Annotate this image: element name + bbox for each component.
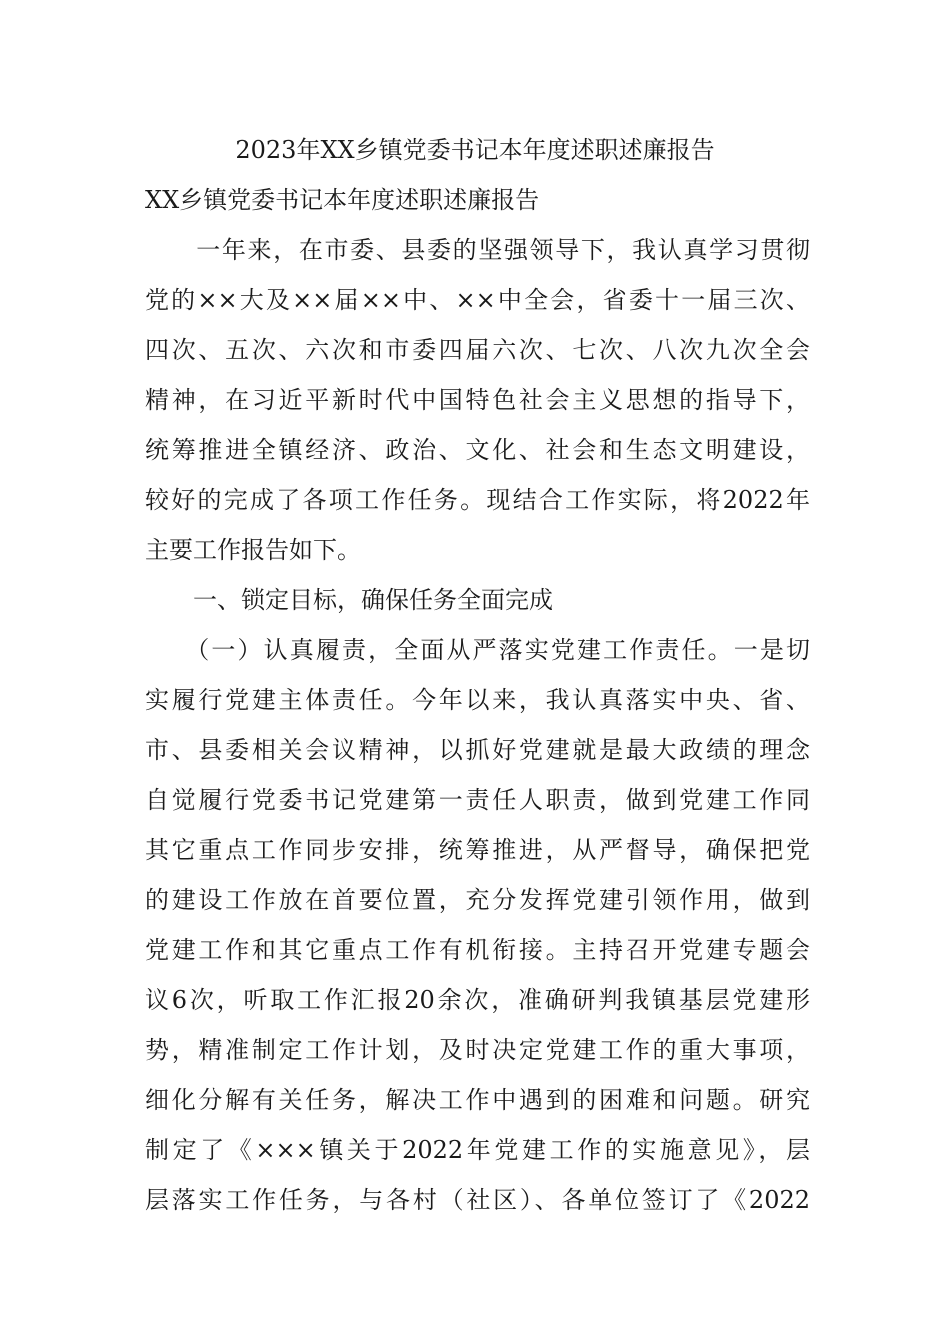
section-heading: 一、锁定目标，确保任务全面完成 bbox=[145, 586, 553, 614]
paragraph-line: 较好的完成了各项工作任务。现结合工作实际，将2022年 bbox=[145, 486, 810, 514]
document-body bbox=[145, 175, 810, 1225]
paragraph-line: 自觉履行党委书记党建第一责任人职责，做到党建工作同 bbox=[145, 786, 810, 814]
paragraph-line: （一）认真履责，全面从严落实党建工作责任。一是切 bbox=[145, 636, 810, 664]
paragraph-line: 的建设工作放在首要位置，充分发挥党建引领作用，做到 bbox=[145, 886, 810, 914]
paragraph-line: 四次、五次、六次和市委四届六次、七次、八次九次全会 bbox=[145, 336, 810, 364]
paragraph-line: 党的××大及××届××中、××中全会，省委十一届三次、 bbox=[145, 286, 810, 314]
paragraph-line: 市、县委相关会议精神，以抓好党建就是最大政绩的理念 bbox=[145, 736, 810, 764]
paragraph-line: 层落实工作任务，与各村（社区）、各单位签订了《2022 bbox=[145, 1186, 810, 1214]
paragraph-line: 精神，在习近平新时代中国特色社会主义思想的指导下， bbox=[145, 386, 810, 414]
paragraph-line: 主要工作报告如下。 bbox=[145, 536, 361, 564]
document-title: 2023年XX乡镇党委书记本年度述职述廉报告 bbox=[235, 136, 715, 164]
paragraph-line: 一年来，在市委、县委的坚强领导下，我认真学习贯彻 bbox=[145, 236, 810, 264]
paragraph-line: 制定了《×××镇关于2022年党建工作的实施意见》，层 bbox=[145, 1136, 810, 1164]
subtitle-line: XX乡镇党委书记本年度述职述廉报告 bbox=[145, 186, 540, 214]
paragraph-line: 党建工作和其它重点工作有机衔接。主持召开党建专题会 bbox=[145, 936, 810, 964]
paragraph-line: 细化分解有关任务，解决工作中遇到的困难和问题。研究 bbox=[145, 1086, 810, 1114]
paragraph-line: 势，精准制定工作计划，及时决定党建工作的重大事项， bbox=[145, 1036, 810, 1064]
paragraph-line: 统筹推进全镇经济、政治、文化、社会和生态文明建设， bbox=[145, 436, 810, 464]
paragraph-line: 其它重点工作同步安排，统筹推进，从严督导，确保把党 bbox=[145, 836, 810, 864]
paragraph-line: 议6次，听取工作汇报20余次，准确研判我镇基层党建形 bbox=[145, 986, 810, 1014]
paragraph-line: 实履行党建主体责任。今年以来，我认真落实中央、省、 bbox=[145, 686, 810, 714]
